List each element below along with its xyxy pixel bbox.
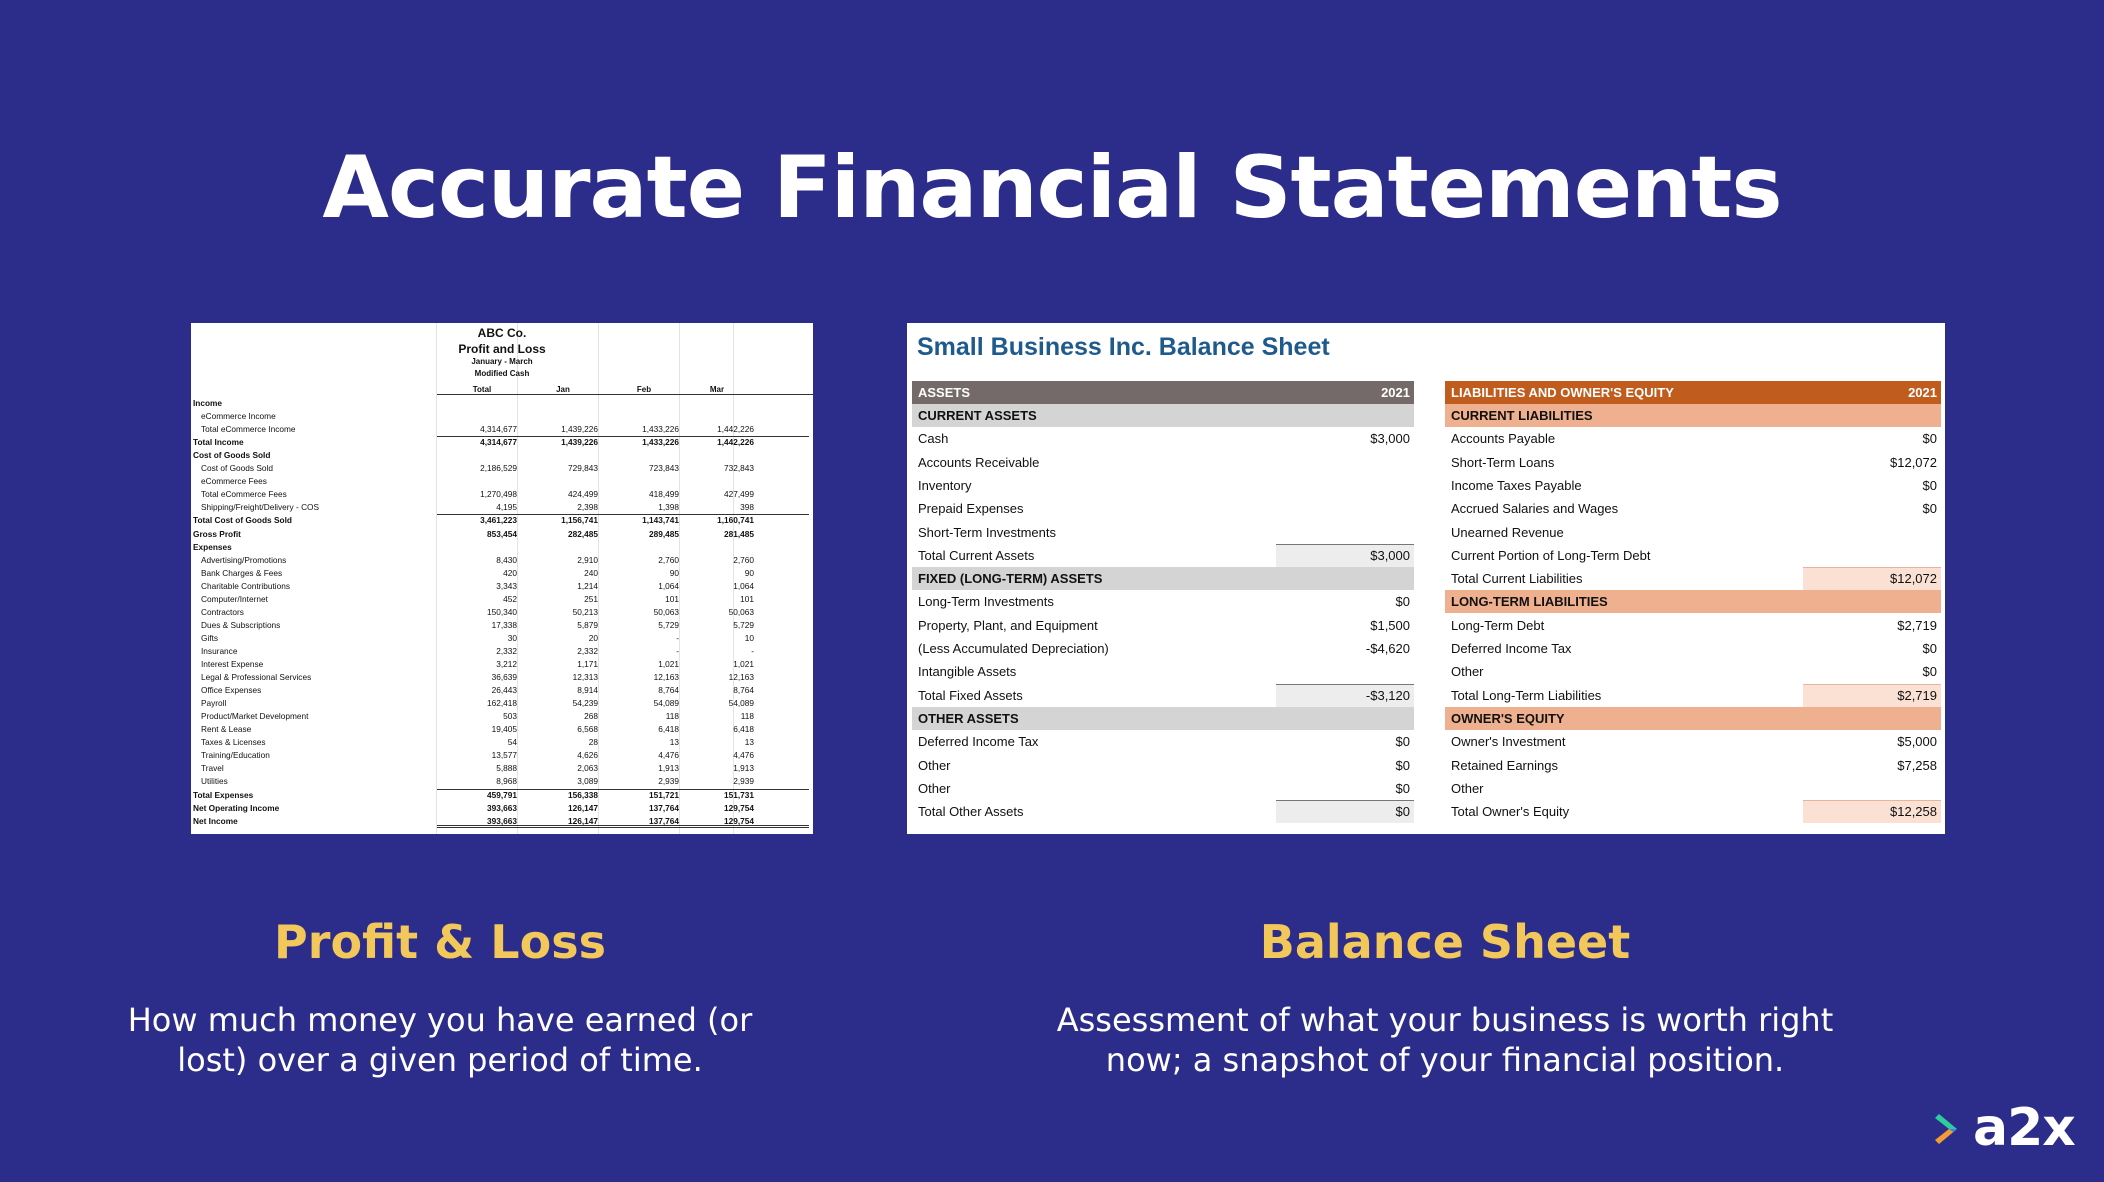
pnl-row — [191, 541, 813, 554]
balance-sheet-row — [1445, 777, 1941, 800]
pnl-cell: 8,764 — [658, 685, 679, 696]
balance-sheet-row — [912, 730, 1414, 753]
pnl-cell: 36,639 — [491, 672, 517, 683]
pnl-cell: 1,143,741 — [642, 515, 679, 526]
balance-sheet-row — [1445, 614, 1941, 637]
pnl-cell: 4,195 — [496, 502, 517, 513]
pnl-cell: 101 — [740, 593, 754, 604]
balance-sheet-row-value: $0 — [1922, 501, 1937, 517]
pnl-row — [191, 658, 813, 671]
pnl-cell: 503 — [503, 711, 517, 722]
balance-sheet-row-label: Other — [918, 780, 951, 796]
pnl-cell: 268 — [584, 711, 598, 722]
pnl-cell: 50,213 — [572, 606, 598, 617]
pnl-row — [191, 736, 813, 749]
balance-sheet-row-value: $5,000 — [1897, 734, 1937, 750]
pnl-row — [191, 762, 813, 775]
pnl-cell: 129,754 — [724, 802, 754, 813]
pnl-cell: 4,314,677 — [480, 424, 517, 435]
pnl-cell: 8,914 — [577, 685, 598, 696]
balance-sheet-row — [1445, 427, 1941, 450]
pnl-cell: 1,442,226 — [717, 437, 754, 448]
balance-sheet-row-value: -$3,120 — [1365, 687, 1410, 703]
pnl-cell: 4,314,677 — [480, 437, 517, 448]
balance-sheet-row-label: Total Fixed Assets — [918, 687, 1023, 703]
pnl-column-header: Jan — [556, 385, 570, 394]
pnl-cell: 2,760 — [733, 554, 754, 565]
pnl-cell: 12,163 — [728, 672, 754, 683]
balance-sheet-row-label: Other — [918, 757, 951, 773]
pnl-row — [191, 593, 813, 606]
pnl-cell: 2,332 — [496, 645, 517, 656]
balance-sheet-row-label: Long-Term Debt — [1451, 617, 1545, 633]
pnl-row-label: Cost of Goods Sold — [201, 463, 273, 474]
balance-sheet-row — [1445, 521, 1941, 544]
pnl-cell: 129,754 — [724, 815, 754, 826]
pnl-row — [191, 488, 813, 501]
pnl-column-header: Feb — [636, 385, 652, 394]
pnl-cell: 137,764 — [649, 815, 679, 826]
balance-sheet-heading: Balance Sheet — [1259, 915, 1631, 969]
pnl-cell: 3,212 — [496, 659, 517, 669]
balance-sheet-row-value: $12,072 — [1890, 571, 1937, 587]
pnl-cell: 13 — [669, 737, 679, 748]
pnl-cell: 126,147 — [568, 802, 598, 813]
pnl-cell: 393,663 — [487, 815, 517, 826]
pnl-cell: - — [676, 645, 679, 656]
pnl-row-label: Bank Charges & Fees — [201, 567, 283, 578]
logo-text: a2x — [1973, 1098, 2075, 1158]
pnl-cell: 1,433,226 — [642, 437, 679, 448]
balance-sheet-row-label: Current Portion of Long-Term Debt — [1451, 547, 1651, 563]
balance-sheet-row — [912, 637, 1414, 660]
pnl-cell: 6,418 — [658, 724, 679, 735]
pnl-cell: 118 — [665, 711, 679, 722]
pnl-cell: 281,485 — [724, 528, 754, 539]
pnl-row-label: Taxes & Licenses — [201, 737, 266, 748]
balance-sheet-row-label: Total Long-Term Liabilities — [1451, 687, 1602, 703]
balance-sheet-row-label: OTHER ASSETS — [918, 710, 1019, 726]
pnl-row-label: Net Income — [193, 815, 238, 826]
balance-sheet-row — [1445, 497, 1941, 520]
balance-sheet-row-label: Accounts Receivable — [918, 454, 1040, 470]
balance-sheet-row-label: Deferred Income Tax — [1451, 641, 1572, 656]
pnl-row-label: Total eCommerce Income — [201, 424, 296, 435]
pnl-row-label: Total Expenses — [193, 789, 254, 800]
pnl-cell: 1,442,226 — [717, 424, 754, 435]
pnl-row-label: Product/Market Development — [201, 711, 309, 722]
balance-sheet-row — [1445, 684, 1941, 707]
slide-title: Accurate Financial Statements — [322, 138, 1782, 238]
balance-sheet-row-value: $0 — [1922, 477, 1937, 493]
balance-sheet-row-label: Prepaid Expenses — [918, 501, 1024, 517]
pnl-cell: 2,063 — [577, 763, 598, 774]
balance-sheet-row-label: (Less Accumulated Depreciation) — [918, 641, 1109, 656]
balance-sheet-row-label: Total Other Assets — [918, 804, 1024, 820]
balance-sheet-row — [1445, 707, 1941, 730]
pnl-row-label: Legal & Professional Services — [201, 672, 312, 683]
pnl-cell: 8,430 — [496, 554, 517, 565]
pnl-row — [191, 684, 813, 697]
pnl-row-label: Income — [193, 398, 223, 408]
pnl-row — [191, 789, 813, 802]
balance-sheet-row-value: $1,500 — [1370, 617, 1410, 633]
balance-sheet-row-label: Accounts Payable — [1451, 431, 1556, 447]
pnl-cell: 1,156,741 — [561, 515, 598, 526]
pnl-cell: 5,879 — [577, 619, 598, 630]
pnl-row — [191, 397, 813, 410]
balance-sheet-row-value: $0 — [1922, 641, 1937, 656]
pnl-company: ABC Co. — [477, 326, 527, 340]
pnl-row — [191, 671, 813, 684]
pnl-row-label: Expenses — [193, 541, 232, 552]
pnl-cell: 3,461,223 — [480, 515, 517, 526]
balance-sheet-row — [912, 754, 1414, 777]
pnl-cell: 1,021 — [733, 659, 754, 669]
pnl-cell: 251 — [584, 593, 598, 604]
pnl-cell: 150,340 — [487, 606, 517, 617]
pnl-cell: 54 — [507, 737, 517, 748]
pnl-row-label: Insurance — [201, 645, 238, 656]
pnl-cell: 54,239 — [572, 698, 598, 709]
pnl-cell: 19,405 — [491, 724, 517, 735]
pnl-cell: 50,063 — [728, 606, 754, 617]
pnl-cell: 1,021 — [658, 659, 679, 669]
balance-sheet-row — [912, 451, 1414, 474]
pnl-cell: 5,888 — [496, 763, 517, 774]
pnl-cell: 10 — [744, 632, 754, 643]
pnl-cell: 5,729 — [658, 619, 679, 630]
pnl-row — [191, 410, 813, 423]
pnl-row — [191, 514, 813, 527]
balance-sheet-row — [912, 521, 1414, 544]
balance-sheet-row — [1445, 800, 1941, 823]
pnl-report-name: Profit and Loss — [458, 342, 546, 356]
pnl-row — [191, 423, 813, 436]
balance-sheet-row-label: Cash — [918, 431, 949, 447]
balance-sheet-row — [912, 777, 1414, 800]
pnl-cell: 1,064 — [658, 580, 679, 591]
balance-sheet-row — [912, 800, 1414, 823]
pnl-cell: 427,499 — [724, 489, 754, 500]
balance-sheet-row-label: LONG-TERM LIABILITIES — [1451, 594, 1608, 610]
balance-sheet-row — [1445, 637, 1941, 660]
pnl-cell: 1,433,226 — [642, 424, 679, 435]
pnl-row-label: Total Income — [193, 437, 244, 448]
balance-sheet-row-value: $0 — [1395, 594, 1410, 610]
balance-sheet-row — [1445, 567, 1941, 590]
pnl-cell: 398 — [740, 502, 754, 513]
balance-sheet-row-value: $7,258 — [1897, 757, 1937, 773]
balance-sheet-row — [912, 404, 1414, 427]
balance-sheet-row-value: $2,719 — [1897, 617, 1937, 633]
pnl-cell: 151,721 — [649, 789, 679, 800]
balance-sheet-row-value: $3,000 — [1370, 431, 1410, 447]
pnl-row — [191, 775, 813, 788]
liabilities-header: LIABILITIES AND OWNER'S EQUITY 2021 — [1445, 381, 1941, 404]
pnl-row-label: Dues & Subscriptions — [201, 619, 281, 630]
balance-sheet-row — [1445, 754, 1941, 777]
profit-loss-statement-image — [191, 323, 813, 834]
pnl-row — [191, 802, 813, 815]
balance-sheet-row — [912, 427, 1414, 450]
balance-sheet-row-label: Property, Plant, and Equipment — [918, 617, 1098, 633]
pnl-cell: 2,186,529 — [480, 463, 517, 474]
pnl-cell: 723,843 — [649, 463, 679, 474]
balance-sheet-row-value: $0 — [1395, 757, 1410, 773]
pnl-column-header: Mar — [709, 385, 725, 394]
profit-loss-heading: Profit & Loss — [274, 915, 606, 969]
pnl-cell: 54,089 — [653, 698, 679, 709]
pnl-row — [191, 815, 813, 828]
pnl-cell: - — [751, 645, 754, 656]
pnl-row-label: Payroll — [201, 698, 227, 709]
pnl-cell: 137,764 — [649, 802, 679, 813]
balance-sheet-row — [912, 544, 1414, 567]
pnl-cell: 289,485 — [649, 528, 679, 539]
pnl-row-label: Shipping/Freight/Delivery - COS — [201, 502, 320, 513]
balance-sheet-row-value: $0 — [1922, 431, 1937, 447]
balance-sheet-row — [1445, 451, 1941, 474]
pnl-cell: 853,454 — [487, 528, 517, 539]
pnl-cell: 452 — [503, 593, 517, 604]
pnl-cell: 151,731 — [724, 789, 754, 800]
pnl-cell: 3,089 — [577, 776, 598, 787]
pnl-row — [191, 723, 813, 736]
pnl-cell: 5,729 — [733, 619, 754, 630]
pnl-cell: 13,577 — [491, 750, 517, 761]
pnl-cell: 118 — [740, 711, 754, 722]
balance-sheet-row-label: Intangible Assets — [918, 664, 1017, 680]
pnl-basis: Modified Cash — [474, 369, 530, 378]
pnl-row — [191, 449, 813, 462]
pnl-cell: 162,418 — [487, 698, 517, 709]
balance-sheet-row-value: $3,000 — [1370, 547, 1410, 563]
balance-sheet-row — [1445, 404, 1941, 427]
pnl-column-header: Total — [472, 385, 492, 394]
balance-sheet-row — [912, 707, 1414, 730]
pnl-cell: 90 — [744, 567, 754, 578]
pnl-cell: 1,913 — [733, 763, 754, 774]
pnl-cell: 1,913 — [658, 763, 679, 774]
balance-sheet-row-label: Total Current Liabilities — [1451, 571, 1583, 587]
pnl-cell: 240 — [584, 567, 598, 578]
pnl-row-label: Utilities — [201, 776, 228, 787]
balance-sheet-row-label: Total Owner's Equity — [1451, 804, 1570, 820]
balance-sheet-row-label: Long-Term Investments — [918, 594, 1054, 610]
balance-sheet-image — [907, 323, 1945, 834]
balance-sheet-row — [1445, 660, 1941, 683]
pnl-cell: 1,064 — [733, 580, 754, 591]
pnl-cell: 1,439,226 — [561, 424, 598, 435]
pnl-row — [191, 462, 813, 475]
balance-sheet-row — [912, 497, 1414, 520]
pnl-cell: 420 — [503, 567, 517, 578]
pnl-cell: 6,418 — [733, 724, 754, 735]
pnl-row-label: Training/Education — [201, 750, 270, 761]
pnl-row-label: Contractors — [201, 606, 244, 617]
balance-sheet-row-label: Income Taxes Payable — [1451, 477, 1582, 493]
pnl-row-label: eCommerce Income — [201, 411, 276, 422]
balance-sheet-row-value: $0 — [1395, 734, 1410, 750]
pnl-cell: 1,160,741 — [717, 515, 754, 526]
pnl-row — [191, 606, 813, 619]
total-value-cell — [1276, 800, 1414, 823]
pnl-cell: 12,313 — [572, 672, 598, 683]
pnl-row — [191, 697, 813, 710]
balance-sheet-row-label: Other — [1451, 664, 1484, 680]
pnl-cell: 50,063 — [653, 606, 679, 617]
balance-sheet-row — [1445, 590, 1941, 613]
pnl-cell: 101 — [665, 593, 679, 604]
balance-sheet-row — [1445, 544, 1941, 567]
balance-sheet-row-label: CURRENT ASSETS — [918, 408, 1037, 423]
pnl-cell: 12,163 — [653, 672, 679, 683]
pnl-row — [191, 554, 813, 567]
pnl-period: January - March — [471, 357, 533, 366]
pnl-row — [191, 632, 813, 645]
balance-sheet-row-value: $2,719 — [1897, 687, 1937, 703]
balance-sheet-row-value: $12,072 — [1890, 454, 1937, 470]
balance-sheet-row-label: Short-Term Investments — [918, 524, 1056, 540]
balance-sheet-row-label: Other — [1451, 780, 1484, 796]
balance-sheet-row-label: CURRENT LIABILITIES — [1451, 408, 1593, 423]
pnl-cell: 2,332 — [577, 645, 598, 656]
a2x-logo — [1935, 1098, 2080, 1158]
balance-sheet-row-label: Short-Term Loans — [1451, 454, 1555, 470]
pnl-cell: 729,843 — [568, 463, 598, 474]
pnl-cell: 459,791 — [487, 789, 517, 800]
pnl-row-label: Interest Expense — [201, 659, 264, 669]
balance-sheet-row — [912, 660, 1414, 683]
balance-sheet-row-label: Deferred Income Tax — [918, 734, 1039, 750]
pnl-cell: 30 — [507, 632, 517, 643]
pnl-cell: 424,499 — [568, 489, 598, 500]
pnl-cell: 418,499 — [649, 489, 679, 500]
pnl-cell: 54,089 — [728, 698, 754, 709]
balance-sheet-row-label: Inventory — [918, 477, 972, 493]
balance-sheet-row-label: OWNER'S EQUITY — [1451, 710, 1565, 726]
pnl-cell: 28 — [588, 737, 598, 748]
pnl-row — [191, 710, 813, 723]
pnl-cell: 4,476 — [733, 750, 754, 761]
pnl-row-label: Total eCommerce Fees — [201, 489, 287, 500]
balance-sheet-row-label: Owner's Investment — [1451, 734, 1566, 750]
pnl-row-label: Cost of Goods Sold — [193, 450, 271, 461]
pnl-row-label: Charitable Contributions — [201, 580, 291, 591]
pnl-row-label: eCommerce Fees — [201, 476, 267, 487]
pnl-cell: 20 — [588, 632, 598, 643]
balance-sheet-row — [912, 567, 1414, 590]
pnl-cell: 13 — [744, 737, 754, 748]
balance-sheet-row — [912, 590, 1414, 613]
pnl-row-label: Office Expenses — [201, 685, 262, 696]
balance-sheet-row-value: $0 — [1395, 804, 1410, 820]
pnl-cell: 8,968 — [496, 776, 517, 787]
pnl-row — [191, 619, 813, 632]
balance-sheet-row-label: Total Current Assets — [918, 547, 1035, 563]
pnl-row — [191, 475, 813, 488]
pnl-row-label: Advertising/Promotions — [201, 554, 287, 565]
balance-sheet-row — [912, 474, 1414, 497]
pnl-row-label: Rent & Lease — [201, 724, 252, 735]
pnl-cell: 282,485 — [568, 528, 598, 539]
pnl-cell: 732,843 — [724, 463, 754, 474]
pnl-cell: 3,343 — [496, 580, 517, 591]
logo-arrow-icon — [1935, 1106, 1971, 1152]
pnl-cell: 8,764 — [733, 685, 754, 696]
pnl-cell: 90 — [669, 567, 679, 578]
pnl-row — [191, 436, 813, 449]
balance-sheet-title: Small Business Inc. Balance Sheet — [917, 333, 1330, 361]
balance-sheet-row — [912, 614, 1414, 637]
pnl-cell: 26,443 — [491, 685, 517, 696]
pnl-row-label: Total Cost of Goods Sold — [193, 515, 292, 526]
pnl-cell: 2,939 — [658, 776, 679, 787]
pnl-cell: 126,147 — [568, 815, 598, 826]
pnl-cell: 17,338 — [491, 619, 517, 630]
profit-loss-description: How much money you have earned (or lost) over a given period of time. — [127, 1001, 753, 1079]
pnl-cell: 393,663 — [487, 802, 517, 813]
pnl-cell: 156,338 — [568, 789, 598, 800]
pnl-cell: 2,760 — [658, 554, 679, 565]
pnl-row — [191, 501, 813, 514]
pnl-row-label: Gifts — [201, 632, 219, 643]
assets-header: ASSETS 2021 — [912, 381, 1414, 404]
pnl-cell: - — [676, 632, 679, 643]
pnl-row — [191, 749, 813, 762]
pnl-row-label: Gross Profit — [193, 528, 241, 539]
balance-sheet-row-label: Accrued Salaries and Wages — [1451, 501, 1619, 517]
balance-sheet-row-value: $0 — [1922, 664, 1937, 680]
pnl-cell: 1,270,498 — [480, 489, 517, 500]
pnl-cell: 4,626 — [577, 750, 598, 761]
pnl-cell: 1,171 — [577, 659, 598, 669]
pnl-cell: 1,439,226 — [561, 437, 598, 448]
pnl-cell: 2,910 — [577, 554, 598, 565]
pnl-cell: 2,939 — [733, 776, 754, 787]
pnl-cell: 1,398 — [658, 502, 679, 513]
pnl-cell: 4,476 — [658, 750, 679, 761]
pnl-row-label: Travel — [201, 763, 224, 774]
pnl-cell: 2,398 — [577, 502, 598, 513]
pnl-row-label: Computer/Internet — [201, 593, 268, 604]
pnl-cell: 1,214 — [577, 580, 598, 591]
balance-sheet-row-value: $12,258 — [1890, 804, 1937, 820]
pnl-row — [191, 528, 813, 541]
balance-sheet-description: Assessment of what your business is worth right now; a snapshot of your financial position. — [1056, 1001, 1834, 1079]
balance-sheet-row-value: -$4,620 — [1365, 641, 1410, 656]
balance-sheet-row — [912, 684, 1414, 707]
pnl-row — [191, 580, 813, 593]
balance-sheet-row-label: Unearned Revenue — [1451, 524, 1564, 540]
pnl-cell: 6,568 — [577, 724, 598, 735]
balance-sheet-row-value: $0 — [1395, 780, 1410, 796]
pnl-row — [191, 567, 813, 580]
balance-sheet-row-label: FIXED (LONG-TERM) ASSETS — [918, 571, 1103, 587]
balance-sheet-row — [1445, 474, 1941, 497]
balance-sheet-row-label: Retained Earnings — [1451, 757, 1558, 773]
pnl-row-label: Net Operating Income — [193, 802, 280, 813]
pnl-row — [191, 645, 813, 658]
balance-sheet-row — [1445, 730, 1941, 753]
